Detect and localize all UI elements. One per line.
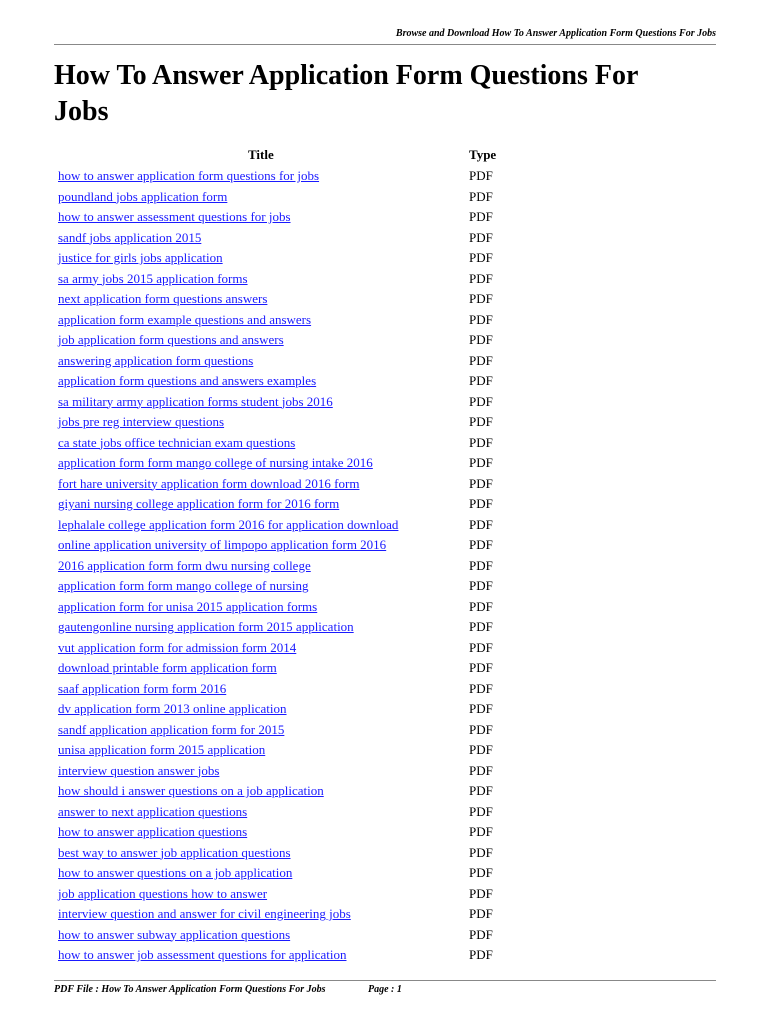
file-type-label: PDF <box>469 721 493 737</box>
table-row <box>58 782 518 803</box>
document-link[interactable]: gautengonline nursing application form 2015 application <box>58 619 354 634</box>
file-type-label: PDF <box>469 188 493 204</box>
table-row <box>58 372 518 393</box>
table-row <box>58 290 518 311</box>
file-type-label: PDF <box>469 291 493 306</box>
file-type-label: PDF <box>469 373 493 388</box>
document-link[interactable]: sandf jobs application 2015 <box>58 229 202 245</box>
document-link[interactable]: job application questions how to answer <box>58 885 268 901</box>
document-link[interactable]: how to answer application questions <box>58 824 248 839</box>
file-type-label: PDF <box>469 455 493 470</box>
file-type-label: PDF <box>469 906 493 921</box>
table-row <box>58 188 518 209</box>
table-row <box>58 905 518 926</box>
document-title: How To Answer Application Form Questions For Jobs <box>54 60 638 127</box>
document-link[interactable]: lephalale college application form 2016 for application download <box>58 516 399 532</box>
document-link[interactable]: dv application form 2013 online application <box>58 701 287 716</box>
file-type-label: PDF <box>469 209 493 224</box>
document-link[interactable]: jobs pre reg interview questions <box>58 414 225 429</box>
table-row <box>58 249 518 270</box>
file-type-label: PDF <box>469 783 493 798</box>
document-link[interactable]: application form for unisa 2015 application forms <box>58 598 318 614</box>
table-row <box>58 803 518 824</box>
file-type-label: PDF <box>469 844 493 860</box>
file-type-label: PDF <box>469 250 493 265</box>
table-row <box>58 741 518 762</box>
table-row <box>58 208 518 229</box>
document-link[interactable]: application form form mango college of nursing <box>58 578 309 593</box>
table-row <box>58 229 518 250</box>
column-header-title: Title <box>248 147 274 162</box>
file-type-label: PDF <box>469 947 493 962</box>
table-row <box>58 495 518 516</box>
file-type-label: PDF <box>469 885 493 901</box>
document-link[interactable]: interview question and answer for civil engineering jobs <box>58 906 351 921</box>
document-link[interactable]: unisa application form 2015 application <box>58 742 266 757</box>
document-link[interactable]: fort hare university application form download 2016 form <box>58 475 360 491</box>
table-row <box>58 721 518 742</box>
table-row <box>58 762 518 783</box>
file-type-label: PDF <box>469 598 493 614</box>
table-row <box>58 475 518 496</box>
table-row <box>58 639 518 660</box>
document-link[interactable]: vut application form for admission form 2014 <box>58 639 297 655</box>
file-type-label: PDF <box>469 660 493 675</box>
file-type-label: PDF <box>469 393 493 409</box>
file-type-label: PDF <box>469 516 493 532</box>
table-row <box>58 536 518 557</box>
header-divider <box>54 44 716 45</box>
table-row <box>58 885 518 906</box>
table-row <box>58 454 518 475</box>
file-type-label: PDF <box>469 680 493 696</box>
file-type-label: PDF <box>469 926 493 942</box>
document-link[interactable]: how to answer questions on a job application <box>58 865 293 880</box>
table-row <box>58 823 518 844</box>
table-row <box>58 598 518 619</box>
document-link[interactable]: job application form questions and answers <box>58 332 284 347</box>
document-link[interactable]: how to answer subway application questions <box>58 926 291 942</box>
table-row <box>58 393 518 414</box>
file-type-label: PDF <box>469 557 493 573</box>
table-row <box>58 659 518 680</box>
table-row <box>58 844 518 865</box>
document-link[interactable]: 2016 application form form dwu nursing college <box>58 557 311 573</box>
document-link[interactable]: application form questions and answers examples <box>58 373 317 388</box>
document-link[interactable]: interview question answer jobs <box>58 762 220 778</box>
document-link[interactable]: giyani nursing college application form for 2016 form <box>58 496 340 511</box>
table-row <box>58 167 518 188</box>
file-type-label: PDF <box>469 619 493 634</box>
file-type-label: PDF <box>469 701 493 716</box>
file-type-label: PDF <box>469 352 493 368</box>
page-header: Browse and Download How To Answer Application Form Questions For Jobs <box>395 28 716 39</box>
file-type-label: PDF <box>469 578 493 593</box>
footer-divider <box>54 980 716 981</box>
file-type-label: PDF <box>469 311 493 327</box>
file-type-label: PDF <box>469 496 493 511</box>
document-link[interactable]: application form example questions and answers <box>58 311 312 327</box>
table-row <box>58 352 518 373</box>
document-link[interactable]: download printable form application form <box>58 660 277 675</box>
document-link[interactable]: answer to next application questions <box>58 803 248 819</box>
document-link[interactable]: saaf application form form 2016 <box>58 680 227 696</box>
table-row <box>58 577 518 598</box>
table-row <box>58 413 518 434</box>
file-type-label: PDF <box>469 332 493 347</box>
document-link[interactable]: next application form questions answers <box>58 291 268 306</box>
document-link[interactable]: ca state jobs office technician exam questions <box>58 434 296 450</box>
file-type-label: PDF <box>469 270 493 286</box>
document-link[interactable]: sa army jobs 2015 application forms <box>58 270 248 286</box>
document-link[interactable]: sandf application application form for 2015 <box>58 721 285 737</box>
document-link[interactable]: how to answer assessment questions for jobs <box>58 209 291 224</box>
file-type-label: PDF <box>469 865 493 880</box>
document-link[interactable]: how to answer job assessment questions for application <box>58 947 347 962</box>
table-row <box>58 516 518 537</box>
document-link[interactable]: how to answer application form questions for jobs <box>58 168 320 183</box>
document-link[interactable]: answering application form questions <box>58 352 254 368</box>
footer-page-number: Page : 1 <box>368 984 402 995</box>
document-link[interactable]: how should i answer questions on a job application <box>58 783 324 798</box>
table-row <box>58 331 518 352</box>
table-row <box>58 946 518 967</box>
file-type-label: PDF <box>469 824 493 839</box>
file-type-label: PDF <box>469 475 493 491</box>
file-type-label: PDF <box>469 639 493 655</box>
document-link[interactable]: justice for girls jobs application <box>58 250 223 265</box>
table-row <box>58 434 518 455</box>
table-row <box>58 311 518 332</box>
document-link[interactable]: application form form mango college of nursing intake 2016 <box>58 455 373 470</box>
file-type-label: PDF <box>469 414 493 429</box>
document-link[interactable]: sa military army application forms student jobs 2016 <box>58 393 333 409</box>
table-row <box>58 618 518 639</box>
table-row <box>58 926 518 947</box>
table-row <box>58 700 518 721</box>
file-type-label: PDF <box>469 742 493 757</box>
column-header-type: Type <box>469 147 497 162</box>
file-type-label: PDF <box>469 803 493 819</box>
document-link[interactable]: poundland jobs application form <box>58 188 228 204</box>
file-type-label: PDF <box>469 762 493 778</box>
document-list <box>58 167 518 967</box>
file-type-label: PDF <box>469 537 493 552</box>
file-type-label: PDF <box>469 434 493 450</box>
document-link[interactable]: online application university of limpopo application form 2016 <box>58 537 387 552</box>
table-row <box>58 680 518 701</box>
document-link[interactable]: best way to answer job application questions <box>58 844 291 860</box>
table-row <box>58 270 518 291</box>
file-type-label: PDF <box>469 168 493 183</box>
footer-file-label: PDF File : How To Answer Application Form Questions For Jobs <box>54 984 326 995</box>
table-row <box>58 557 518 578</box>
file-type-label: PDF <box>469 229 493 245</box>
table-row <box>58 864 518 885</box>
